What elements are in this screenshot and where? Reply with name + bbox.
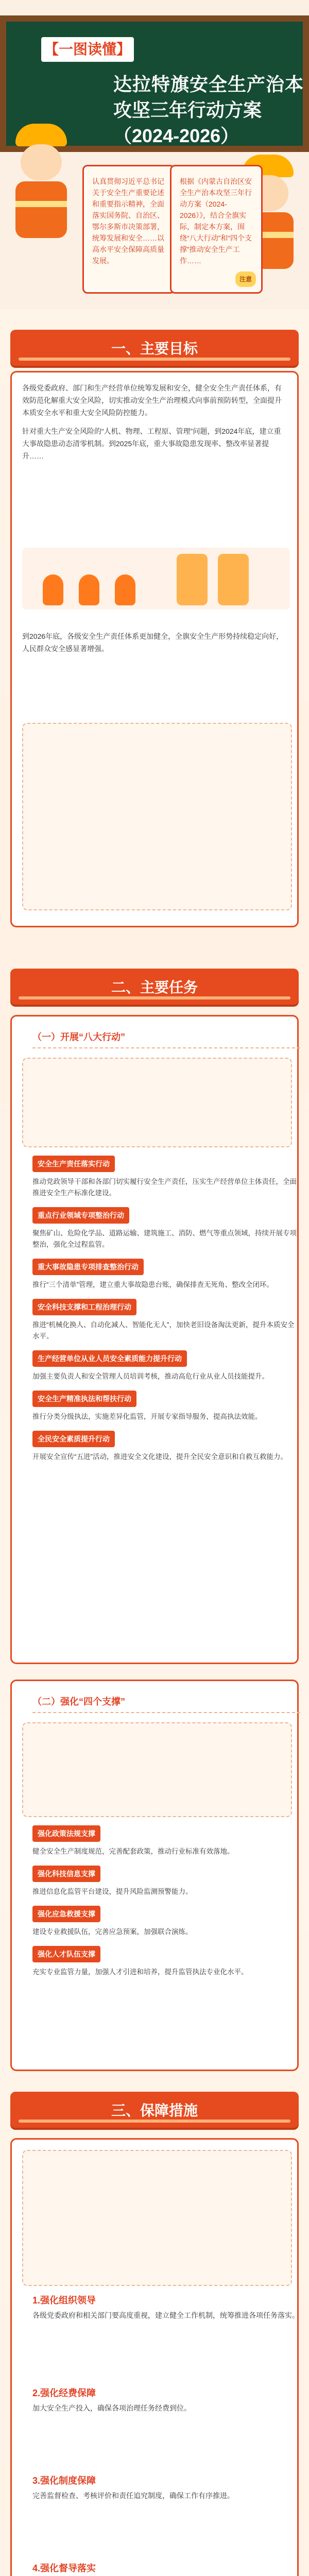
eight-actions-subhead: （一）开展“八大行动” <box>32 1027 300 1048</box>
list-item-title: 重大事故隐患专项排查整治行动 <box>32 1259 144 1275</box>
construction-illustration <box>22 2150 292 2286</box>
fire-scene <box>22 548 290 609</box>
list-item <box>32 1866 300 1897</box>
measure-item <box>32 2475 300 2502</box>
list-item <box>32 1825 300 1857</box>
list-item-text: 推动党政领导干部和各部门切实履行安全生产责任，压实生产经营单位主体责任，全面推进安全生产标准化建设。 <box>32 1178 297 1197</box>
firefighter-icon <box>218 554 249 605</box>
measure-title: 1.强化组织领导 <box>32 2295 96 2306</box>
list-item-title: 全民安全素质提升行动 <box>32 1431 115 1447</box>
section-goal-header <box>10 330 299 366</box>
list-item-title: 安全科技支撑和工程治理行动 <box>32 1299 136 1315</box>
hero-title-line2: 攻坚三年行动方案 <box>113 99 262 121</box>
measure-item <box>32 2562 300 2576</box>
stripe-icon <box>15 201 67 207</box>
hero-left-text: 认真贯彻习近平总书记关于安全生产重要论述和重要指示精神，全面落实国务院、自治区、鄂尔多斯市决策部署，统筹发展和安全……以高水平安全保障高质量发展。 <box>92 177 164 265</box>
goal-paragraph-1: 各级党委政府、部门和生产经营单位统筹发展和安全，健全安全生产责任体系，有效防范化解重大安全风险，切实推动安全生产治理模式向事前预防转型，全面提升本质安全水平和重大安全风险防控能力。 <box>22 384 282 417</box>
flame-icon <box>43 574 63 605</box>
list-item-text: 建设专业救援队伍，完善应急预案，加强联合演练。 <box>32 1928 193 1936</box>
list-item-text: 推进“机械化换人、自动化减人、智能化无人”，加快老旧设备淘汰更新，提升本质安全水平。 <box>32 1321 295 1340</box>
measure-text: 加大安全生产投入，确保各项治理任务经费到位。 <box>32 2404 191 2412</box>
measure-text: 完善监督检查、考核评价和责任追究制度，确保工作有序推进。 <box>32 2492 234 2500</box>
list-item <box>32 1350 300 1382</box>
tasks-eight-card <box>10 1015 299 1664</box>
four-support-list <box>32 1825 300 1986</box>
hero <box>0 0 309 309</box>
list-item-text: 充实专业监管力量，加强人才引进和培养，提升监管执法专业化水平。 <box>32 1968 248 1976</box>
list-item <box>32 1906 300 1938</box>
list-item <box>32 1299 300 1342</box>
flame-icon <box>115 574 135 605</box>
list-item-title: 重点行业领域专项整治行动 <box>32 1207 129 1224</box>
hero-right-text: 根据《内蒙古自治区安全生产治本攻坚三年行动方案（2024-2026）》，结合全旗实际，制定本方案，围绕“八大行动”和“四个支撑”推动安全生产工作…… <box>180 177 252 265</box>
meeting-illustration <box>22 1722 292 1817</box>
section-tasks-header <box>10 969 299 1005</box>
four-support-subhead: （二）强化“四个支撑” <box>32 1691 300 1713</box>
goal-card <box>10 371 299 927</box>
list-item-text: 推进信息化监管平台建设，提升风险监测预警能力。 <box>32 1888 193 1895</box>
section-goal-title: 一、主要目标 <box>111 341 198 357</box>
helmet-icon <box>15 124 67 146</box>
list-item-text: 健全安全生产制度规范，完善配套政策，推动行业标准有效落地。 <box>32 1848 234 1855</box>
office-illustration <box>22 1058 292 1147</box>
header-bar <box>19 358 290 361</box>
header-bar <box>19 996 290 999</box>
worker-icon <box>10 124 72 242</box>
list-item-title: 安全生产精准执法和帮扶行动 <box>32 1391 136 1407</box>
face-icon <box>21 144 62 180</box>
list-item <box>32 1156 300 1199</box>
goal-paragraph-3: 到2026年底，各级安全生产责任体系更加健全，全旗安全生产形势持续稳定向好，人民群众安全感显著增强。 <box>22 632 284 653</box>
section-tasks-title: 二、主要任务 <box>111 979 198 995</box>
measures-card <box>10 2138 299 2576</box>
list-item-title: 强化科技信息支撑 <box>32 1866 100 1882</box>
measure-item <box>32 2387 300 2414</box>
hero-title-line1: 达拉特旗安全生产治本 <box>113 74 304 95</box>
list-item-title: 强化政策法规支撑 <box>32 1825 100 1842</box>
hero-tag: 【一图读懂】 <box>41 37 134 62</box>
list-item <box>32 1259 300 1291</box>
firefighter-icon <box>177 554 208 605</box>
measure-text: 各级党委政府和相关部门要高度重视，建立健全工作机制，统筹推进各项任务落实。 <box>32 2311 299 2319</box>
measure-item <box>32 2294 300 2321</box>
list-item-text: 推行“三个清单”管理，建立重大事故隐患台账，确保排查无死角、整改全闭环。 <box>32 1281 273 1289</box>
list-item-text: 推行分类分级执法，实施差异化监管，开展专家指导服务，提高执法效能。 <box>32 1413 262 1420</box>
note-badge: 注意 <box>235 272 256 287</box>
list-item <box>32 1431 300 1463</box>
goal-paragraph-2: 针对重大生产安全风险的“人机、物理、工程原、管理”问题，到2024年底，建立重大事故隐患动态清零机制。到2025年底，重大事故隐患发现率、整改率显著提升…… <box>22 427 281 460</box>
eight-actions-list <box>32 1156 300 1471</box>
list-item-title: 安全生产责任落实行动 <box>32 1156 115 1172</box>
list-item <box>32 1391 300 1422</box>
list-item-title: 生产经营单位从业人员安全素质能力提升行动 <box>32 1350 187 1367</box>
list-item-text: 开展安全宣传“五进”活动，推进安全文化建设，提升全民安全意识和自救互救能力。 <box>32 1453 287 1461</box>
list-item <box>32 1207 300 1250</box>
measure-title: 2.强化经费保障 <box>32 2388 96 2398</box>
vest-icon <box>15 181 67 238</box>
safety-illustration <box>22 723 292 910</box>
header-bar <box>19 2120 290 2123</box>
hero-left-scroll <box>82 165 175 294</box>
list-item-text: 加强主要负责人和安全管理人员培训考核，推动高危行业从业人员技能提升。 <box>32 1372 269 1380</box>
tasks-four-card <box>10 1680 299 2071</box>
list-item-text: 聚焦矿山、危险化学品、道路运输、建筑施工、消防、燃气等重点领域，持续开展专项整治，强化全过程监管。 <box>32 1229 297 1248</box>
measure-title: 4.强化督导落实 <box>32 2563 96 2573</box>
hero-right-scroll <box>170 165 263 294</box>
hero-title-line3: （2024-2026） <box>113 125 239 146</box>
section-support-title: 三、保障措施 <box>111 2103 198 2119</box>
flame-icon <box>79 574 99 605</box>
measure-title: 3.强化制度保障 <box>32 2476 96 2486</box>
list-item-title: 强化应急救援支撑 <box>32 1906 100 1922</box>
section-support-header <box>10 2092 299 2128</box>
list-item-title: 强化人才队伍支撑 <box>32 1946 100 1962</box>
list-item <box>32 1946 300 1978</box>
